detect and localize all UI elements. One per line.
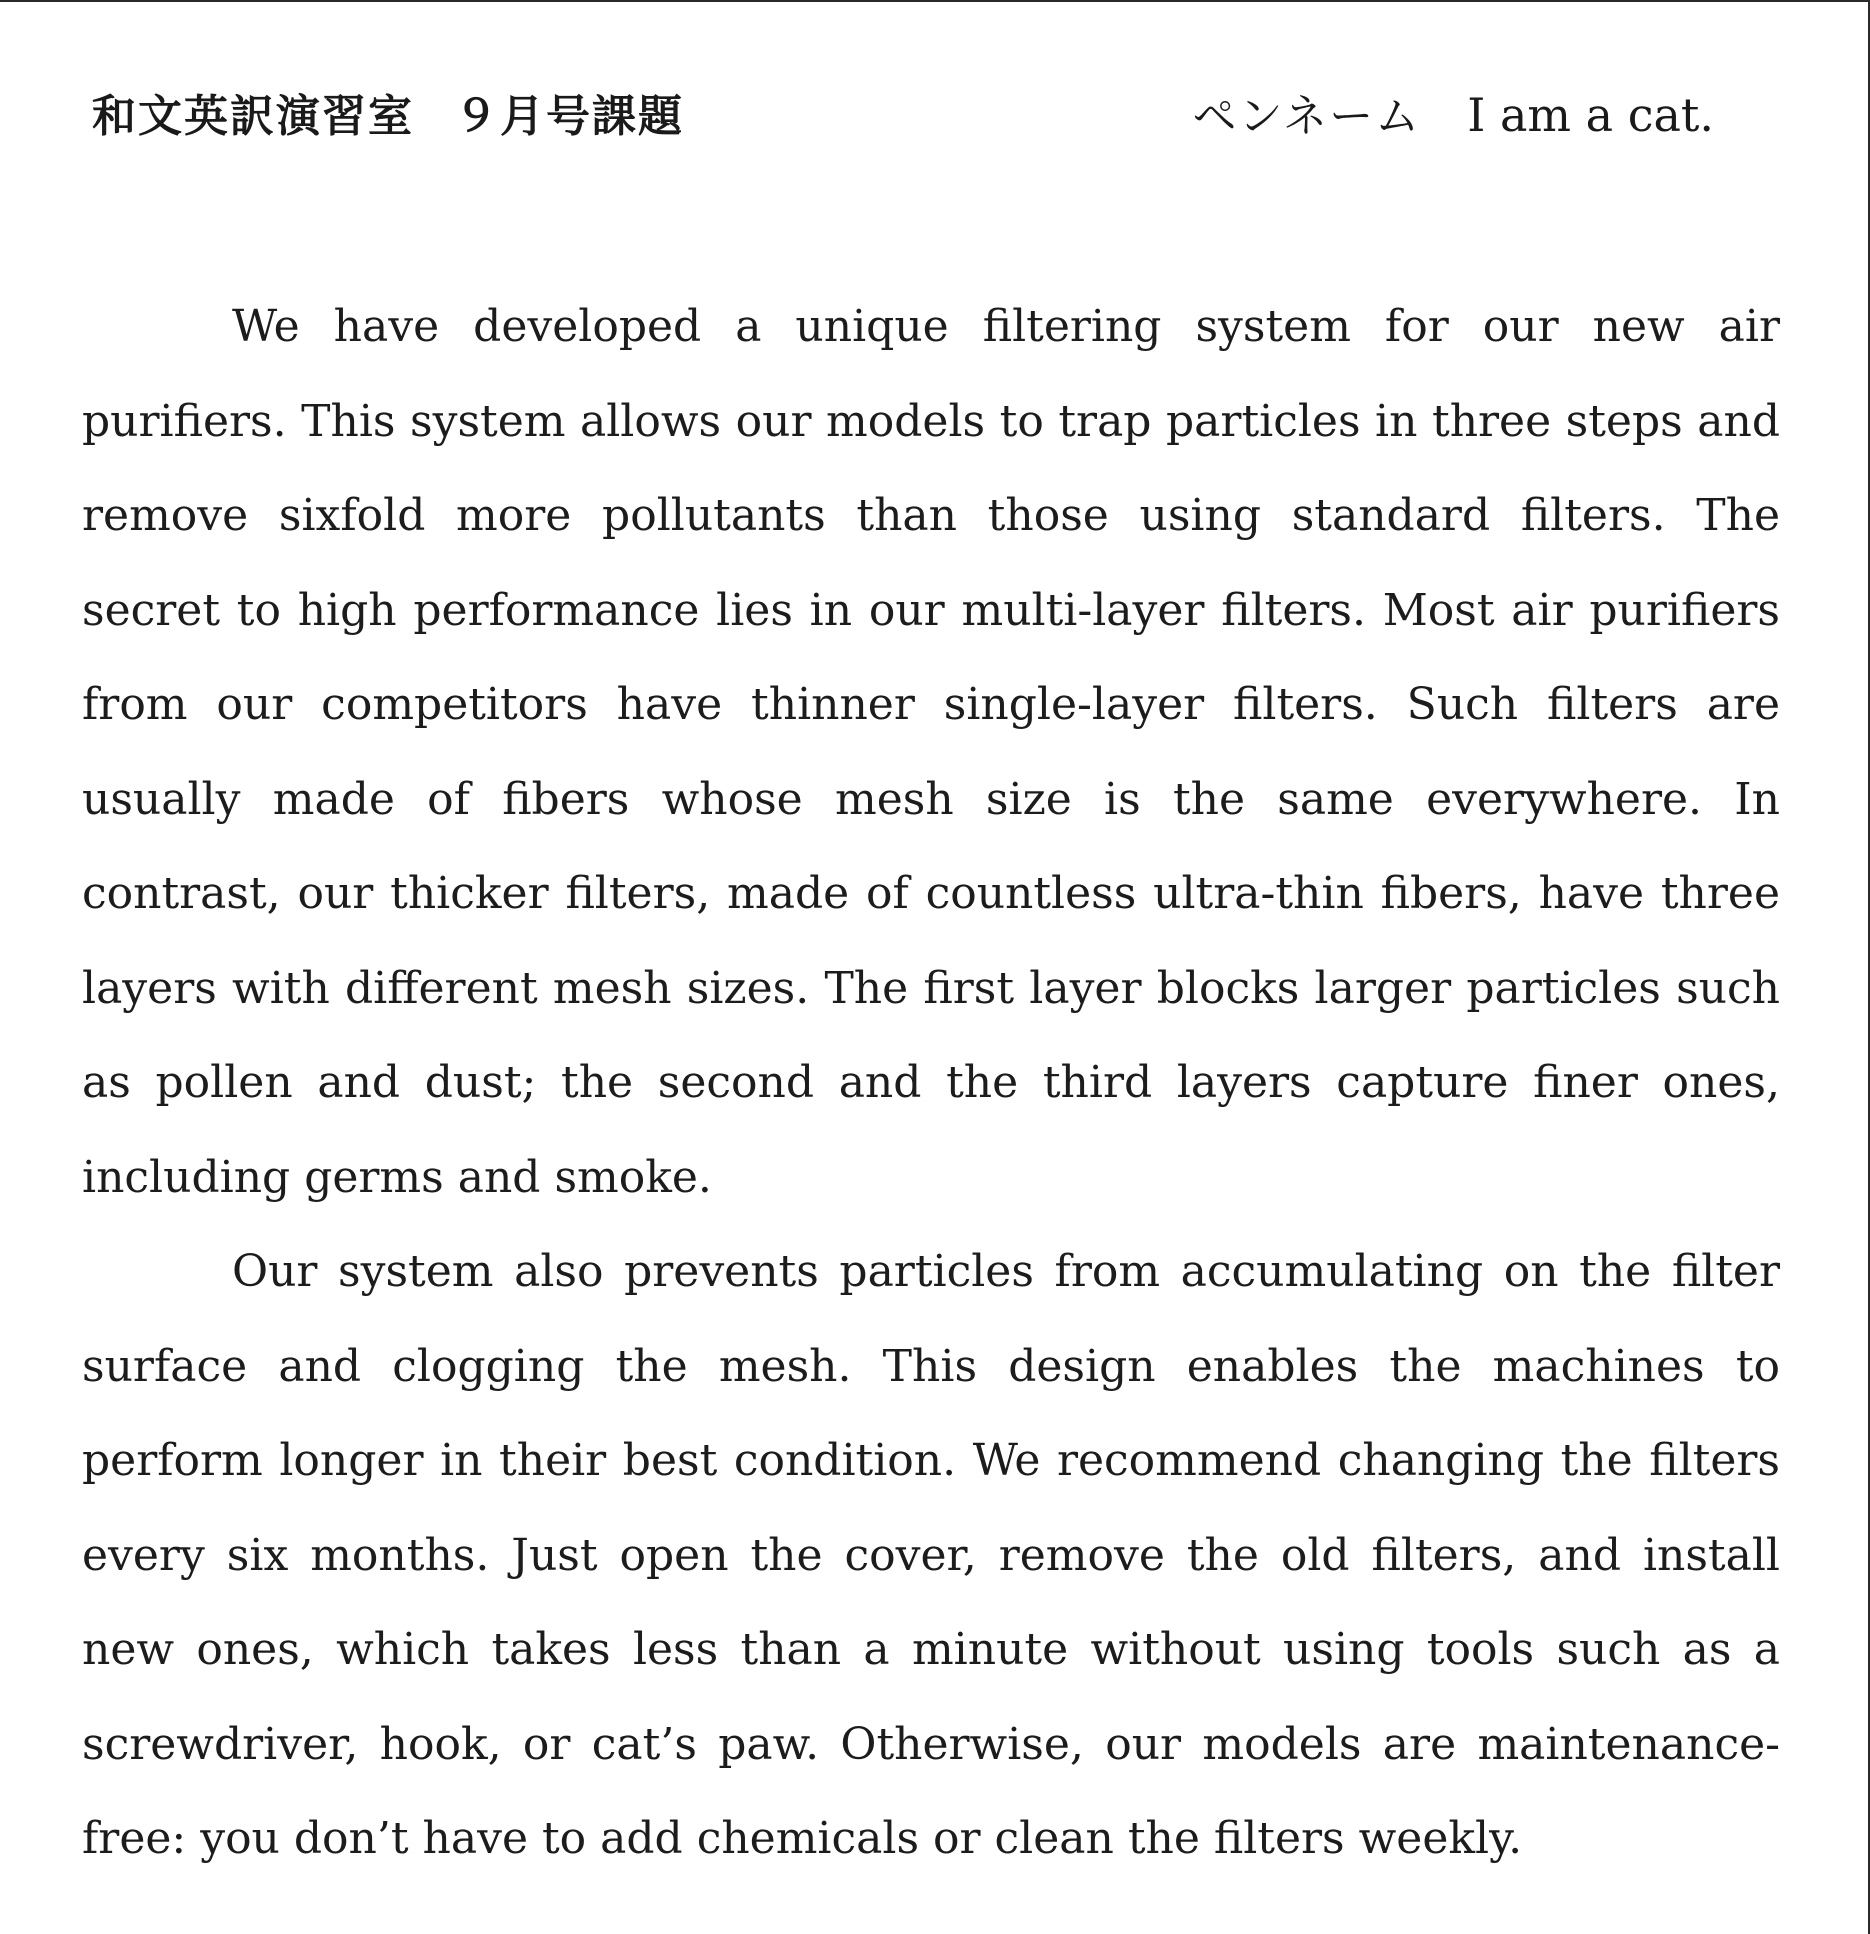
translation-body: [82, 280, 1780, 1887]
column-title: 和文英訳演習室: [92, 91, 414, 142]
issue-label: ９月号課題: [454, 91, 684, 142]
pen-name-group: [1193, 80, 1715, 144]
header-title-group: [92, 80, 684, 144]
pen-name-label: ペンネーム: [1192, 91, 1422, 142]
paragraph: We have developed a unique filtering system for our new air purifiers. This system allows our models to trap particles in three steps and remove sixfold more pollutants than those using standard filters. The secret to high performance lies in our multi-layer filters. Most air purifiers from our competitors have thinner single-layer filters. Such filters are usually made of fibers whose mesh size is the same everywhere. In contrast, our thicker filters, made of countless ultra-thin fibers, have three layers with different mesh sizes. The first layer blocks larger particles such as pollen and dust; the second and the third layers capture finer ones, including germs and smoke.: [82, 301, 1780, 1203]
paragraph: Our system also prevents particles from accumulating on the filter surface and clogging the mesh. This design enables the machines to perform longer in their best condition. We recommend changing the filters every six months. Just open the cover, remove the old filters, and install new ones, which takes less than a minute without using tools such as a screwdriver, hook, or cat’s paw. Otherwise, our models are maintenance-free: you don’t have to add chemicals or clean the filters weekly.: [82, 1246, 1780, 1864]
page-header: [92, 80, 1776, 150]
pen-name: I am a cat.: [1467, 88, 1714, 142]
